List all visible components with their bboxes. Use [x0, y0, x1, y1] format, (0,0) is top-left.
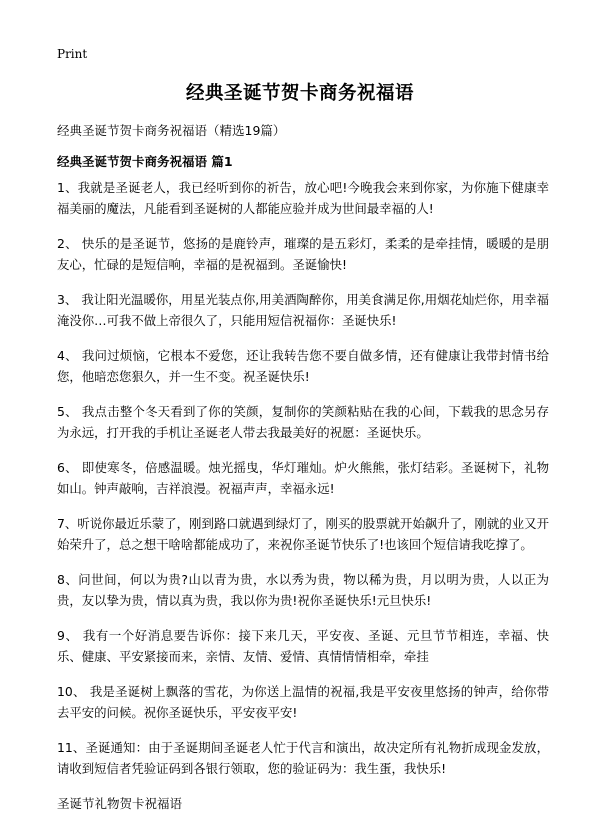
paragraph-2: 2、 快乐的是圣诞节，悠扬的是鹿铃声，璀璨的是五彩灯，柔柔的是牵挂情，暖暖的是朋友心，忙碌的是短信响，幸福的是祝福到。圣诞愉快!: [57, 236, 549, 272]
paragraph-5: 5、 我点击整个冬天看到了你的笑颜，复制你的笑颜粘贴在我的心间，下载我的思念另存为永远，打开我的手机让圣诞老人带去我最美好的祝愿：圣诞快乐。: [57, 404, 549, 440]
article-body: [57, 177, 549, 814]
section-heading: 经典圣诞节贺卡商务祝福语 篇1: [57, 154, 233, 169]
paragraph-1: 1、我就是圣诞老人，我已经听到你的祈告，放心吧!今晚我会来到你家，为你施下健康幸福美丽的魔法，凡能看到圣诞树的人都能应验并成为世间最幸福的人!: [57, 180, 549, 216]
next-section-heading: 圣诞节礼物贺卡祝福语: [57, 796, 183, 811]
paragraph-6: 6、 即使寒冬，倍感温暖。烛光摇曳，华灯璀灿。炉火熊熊，张灯结彩。圣诞树下，礼物如山。钟声敲响，吉祥浪漫。祝福声声，幸福永远!: [57, 460, 549, 496]
page-title: 经典圣诞节贺卡商务祝福语: [185, 83, 414, 104]
paragraph-8: 8、问世间，何以为贵?山以青为贵，水以秀为贵，物以稀为贵，月以明为贵，人以正为贵，友以挚为贵，情以真为贵，我以你为贵!祝你圣诞快乐!元旦快乐!: [57, 572, 549, 608]
paragraph-3: 3、 我让阳光温暖你，用星光装点你,用美酒陶醉你，用美食满足你,用烟花灿烂你，用幸福淹没你…可我不做上帝很久了，只能用短信祝福你：圣诞快乐!: [57, 292, 549, 328]
paragraph-9: 9、 我有一个好消息要告诉你：接下来几天，平安夜、圣诞、元旦节节相连，幸福、快乐、健康、平安紧接而来，亲情、友情、爱情、真情情情相牵，牵挂: [57, 628, 549, 664]
print-link[interactable]: Print: [57, 47, 88, 61]
paragraph-10: 10、 我是圣诞树上飘落的雪花，为你送上温情的祝福,我是平安夜里悠扬的钟声，给你带去平安的问候。祝你圣诞快乐，平安夜平安!: [57, 684, 549, 720]
paragraph-4: 4、 我问过烦恼，它根本不爱您，还让我转告您不要自做多情，还有健康让我带封情书给您，他暗恋您狠久，并一生不变。祝圣诞快乐!: [57, 348, 549, 384]
paragraph-11: 11、圣诞通知：由于圣诞期间圣诞老人忙于代言和演出，故决定所有礼物折成现金发放，请收到短信者凭验证码到各银行领取，您的验证码为：我生蛋，我快乐!: [57, 740, 549, 776]
page-subtitle: 经典圣诞节贺卡商务祝福语（精选19篇）: [57, 123, 286, 138]
paragraph-7: 7、听说你最近乐蒙了，刚到路口就遇到绿灯了，刚买的股票就开始飙升了，刚就的业又开始荣升了，总之想干啥啥都能成功了，来祝你圣诞节快乐了!也该回个短信请我吃撑了。: [57, 516, 549, 552]
